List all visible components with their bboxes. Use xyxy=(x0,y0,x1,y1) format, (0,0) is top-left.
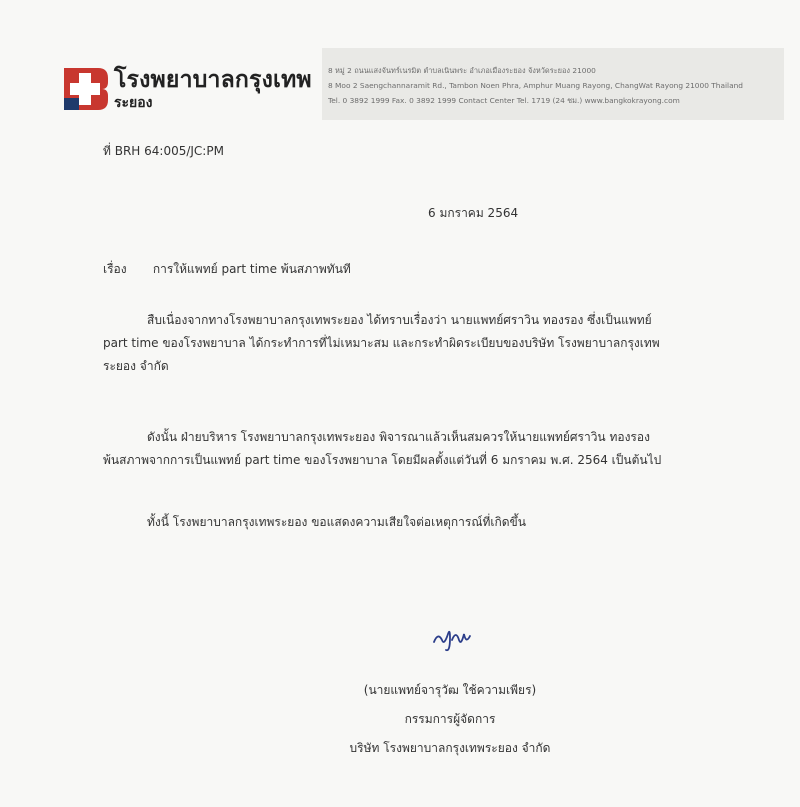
subject-line xyxy=(103,260,351,279)
paragraph-3 xyxy=(103,511,703,534)
brand-name: โรงพยาบาลกรุงเทพ xyxy=(114,67,312,93)
contact-line: Tel. 0 3892 1999 Fax. 0 3892 1999 Contact Center Tel. 1719 (24 ชม.) www.bangkokrayong.com xyxy=(328,96,680,105)
handwritten-signature-icon xyxy=(428,622,488,654)
paragraph-1-line: ระยอง จำกัด xyxy=(103,359,169,373)
address-block xyxy=(322,48,784,120)
subject-text: การให้แพทย์ part time พ้นสภาพทันที xyxy=(152,262,351,276)
subject-label: เรื่อง xyxy=(103,262,127,276)
signer-company: บริษัท โรงพยาบาลกรุงเทพระยอง จำกัด xyxy=(349,741,551,755)
address-line-english: 8 Moo 2 Saengchannaramit Rd., Tambon Noen Phra, Amphur Muang Rayong, ChangWat Rayong 21000 Thailand xyxy=(328,81,743,90)
paragraph-1 xyxy=(103,309,703,378)
signer-name: (นายแพทย์จารุวัฒ ใช้ความเพียร) xyxy=(363,683,537,697)
paragraph-2-line: พ้นสภาพจากการเป็นแพทย์ part time ของโรงพยาบาล โดยมีผลตั้งแต่วันที่ 6 มกราคม พ.ศ. 2564 เป็นต้นไป xyxy=(103,453,662,467)
paragraph-1-line: part time ของโรงพยาบาล ได้กระทำการที่ไม่เหมาะสม และกระทำผิดระเบียบของบริษัท โรงพยาบาลกรุงเทพ xyxy=(103,336,660,350)
bangkok-hospital-cross-logo-icon xyxy=(64,68,108,110)
paragraph-2-line: ดังนั้น ฝ่ายบริหาร โรงพยาบาลกรุงเทพระยอง พิจารณาแล้วเห็นสมควรให้นายแพทย์ศราวิน ทองรอง xyxy=(147,430,650,444)
address-line-thai: 8 หมู่ 2 ถนนแสงจันทร์เนรมิต ตำบลเนินพระ อำเภอเมืองระยอง จังหวัดระยอง 21000 xyxy=(328,66,596,75)
letterhead xyxy=(60,48,784,120)
brand-subtitle: ระยอง xyxy=(114,95,153,111)
paragraph-2 xyxy=(103,426,703,472)
reference-number: ที่ BRH 64:005/JC:PM xyxy=(103,144,224,158)
letter-date: 6 มกราคม 2564 xyxy=(428,206,519,220)
signature-block xyxy=(300,676,600,763)
paragraph-3-line: ทั้งนี้ โรงพยาบาลกรุงเทพระยอง ขอแสดงความเสียใจต่อเหตุการณ์ที่เกิดขึ้น xyxy=(147,515,526,529)
paragraph-1-line: สืบเนื่องจากทางโรงพยาบาลกรุงเทพระยอง ได้ทราบเรื่องว่า นายแพทย์ศราวิน ทองรอง ซึ่งเป็นแพทย์ xyxy=(147,313,652,327)
signer-title: กรรมการผู้จัดการ xyxy=(404,712,496,726)
